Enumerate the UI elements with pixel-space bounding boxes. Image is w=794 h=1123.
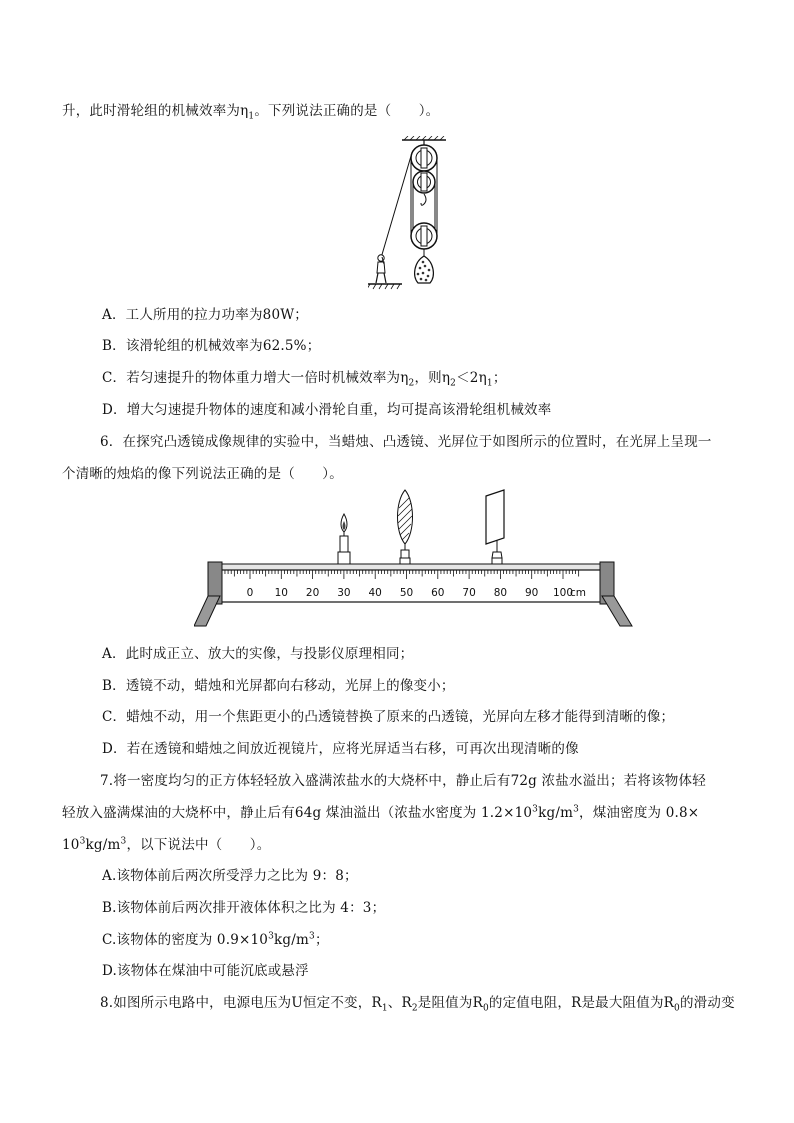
ruler-label: 60 (431, 587, 445, 599)
candle (338, 514, 350, 564)
q7-stem-line1: 7.将一密度均匀的正方体轻轻放入盛满浓盐水的大烧杯中，静止后有72g 浓盐水溢出；若将该物体轻 (100, 773, 706, 789)
q7-option-b: B.该物体前后两次排开液体体积之比为 4：3； (102, 900, 386, 916)
ruler-label: 10 (274, 587, 288, 599)
light-screen (486, 490, 504, 564)
q6-stem-line1: 6．在探究凸透镜成像规律的实验中，当蜡烛、凸透镜、光屏位于如图所示的位置时，在光屏上呈现一 (100, 434, 712, 450)
ruler-label: 30 (337, 587, 351, 599)
ruler-label: 100 (552, 587, 574, 599)
ruler-label: 70 (462, 587, 476, 599)
q7-stem-line3: $10^3kg/m^3$，以下说法中（ ）。 (62, 836, 271, 853)
ruler-label: 90 (525, 587, 539, 599)
q5-option-b: B．该滑轮组的机械效率为62.5%； (102, 338, 321, 354)
ruler-label: 40 (368, 587, 382, 599)
q7-stem-line2: 轻放入盛满煤油的大烧杯中，静止后有64g 煤油溢出（浓盐水密度为 $1.2\times 10^3kg/m^3$，煤油密度为 0.8× (62, 804, 700, 821)
q6-stem-line2: 个清晰的烛焰的像下列说法正确的是（ ）。 (62, 466, 343, 482)
q6-option-b: B．透镜不动，蜡烛和光屏都向右移动，光屏上的像变小； (102, 678, 455, 694)
pulley-figure (368, 136, 454, 292)
q7-option-c: C.该物体的密度为 $0.9\times 10^3kg/m^3$； (102, 931, 329, 948)
q7-option-a: A.该物体前后两次所受浮力之比为 9：8； (102, 868, 358, 884)
q6-option-c: C．蜡烛不动，用一个焦距更小的凸透镜替换了原来的凸透镜，光屏向左移才能得到清晰的像； (102, 709, 675, 725)
q5-option-a: A．工人所用的拉力功率为80W； (102, 307, 309, 323)
q5-stem: 升，此时滑轮组的机械效率为$\eta_1$。下列说法正确的是（ ）。 (62, 103, 440, 122)
q5-option-d: D．增大匀速提升物体的速度和减小滑轮自重，均可提高该滑轮组机械效率 (102, 402, 552, 418)
q5-option-c: C．若匀速提升的物体重力增大一倍时机械效率为$\eta_2$，则$\eta_2<2\eta_1$； (102, 370, 507, 389)
q6-option-d: D．若在透镜和蜡烛之间放近视镜片，应将光屏适当右移，可再次出现清晰的像 (102, 741, 579, 757)
ruler-label: 0 (246, 587, 254, 599)
ruler-label: 80 (493, 587, 508, 599)
ruler-label: 20 (305, 587, 320, 599)
ruler-label: 50 (399, 587, 414, 599)
q7-option-d: D.该物体在煤油中可能沉底或悬浮 (102, 963, 309, 979)
optical-bench-figure (194, 488, 634, 630)
ruler-unit: cm (570, 587, 587, 599)
q6-option-a: A．此时成正立、放大的实像，与投影仪原理相同； (102, 646, 414, 662)
q8-stem: 8.如图所示电路中，电源电压为U恒定不变，$R_1$、$R_2$是阻值为$R_0$的定值电阻，R是最大阻值为$R_0$的滑动变 (100, 995, 735, 1014)
convex-lens (398, 490, 413, 564)
